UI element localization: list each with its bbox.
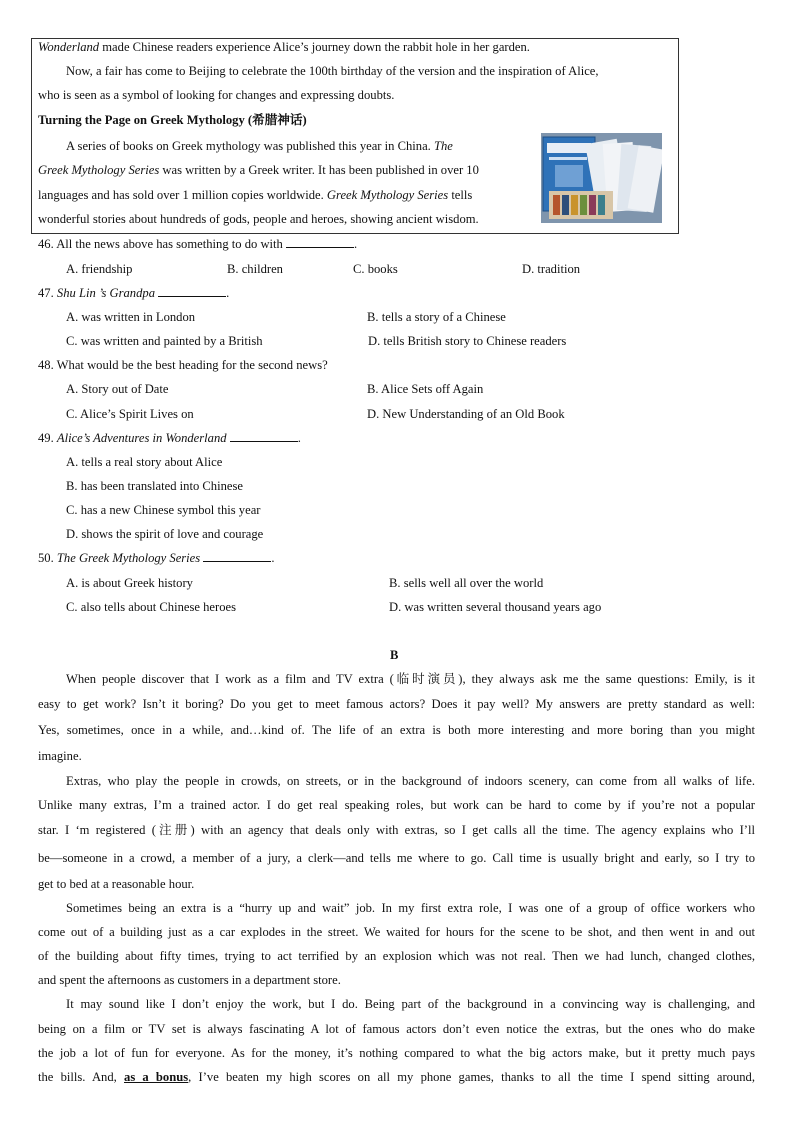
- option-46-c: C. books: [353, 262, 398, 276]
- book-title: Greek Mythology Series: [38, 163, 160, 177]
- news-heading: Turning the Page on Greek Mythology (希腊神话): [38, 113, 307, 127]
- passage-line: star. I ‘m registered (注册) with an agency that deals only with extras, so I get calls all the time. The agency explains who I’ll: [38, 823, 755, 837]
- passage-line: easy to get work? Isn’t it boring? Do you get to meet famous actors? Does it pay well? My answers are pretty standard as well:: [38, 697, 755, 711]
- passage-line: and spent the afternoons as customers in a department store.: [38, 973, 341, 987]
- question-49-number: 49.: [38, 431, 54, 445]
- underlined-phrase: as a bonus: [124, 1070, 189, 1084]
- option-47-b: B. tells a story of a Chinese: [367, 310, 506, 324]
- passage-line: the job a lot of fun for everyone. As for the money, it’s nothing compared to what the big actors make, but it pretty much pays: [38, 1046, 755, 1060]
- passage-text: the bills. And,: [38, 1070, 125, 1084]
- passage-line: Extras, who play the people in crowds, on streets, or in the background of indoors scenery, can come from all walks of life.: [66, 774, 755, 788]
- passage-line: Sometimes being an extra is a “hurry up and wait” job. In my first extra role, I was one of a group of office workers who: [66, 901, 755, 915]
- option-48-d: D. New Understanding of an Old Book: [367, 407, 565, 421]
- box-para-line-3: [38, 187, 472, 203]
- option-46-b: B. children: [227, 262, 283, 276]
- box-para-line-3-end: tells: [451, 188, 473, 202]
- box-para-line-2: [38, 162, 479, 178]
- book-series-illustration: [541, 133, 662, 223]
- option-48-c: C. Alice’s Spirit Lives on: [66, 407, 194, 421]
- book-title: The: [433, 139, 453, 153]
- question-49: [38, 430, 301, 446]
- passage-line: Yes, sometimes, once in a while, and…kind of. The life of an extra is both more interesting and more boring than you might: [38, 723, 755, 737]
- option-48-a: A. Story out of Date: [66, 382, 169, 396]
- box-line-3: who is seen as a symbol of looking for changes and expressing doubts.: [38, 88, 395, 102]
- option-49-a: A. tells a real story about Alice: [66, 455, 223, 469]
- option-47-c: C. was written and painted by a British: [66, 334, 263, 348]
- option-50-b: B. sells well all over the world: [389, 576, 544, 590]
- option-49-d: D. shows the spirit of love and courage: [66, 527, 264, 541]
- answer-blank: [230, 430, 298, 442]
- option-46-d: D. tradition: [522, 262, 581, 276]
- question-47-number: 47.: [38, 286, 54, 300]
- option-47-a: A. was written in London: [66, 310, 196, 324]
- question-47: [38, 285, 229, 301]
- passage-line: When people discover that I work as a film and TV extra (临时演员), they always ask me the same questions: Emily, is it: [66, 672, 755, 686]
- question-46: [38, 236, 357, 252]
- passage-line: being on a film or TV set is always fascinating A lot of famous actors don’t even notice the extras, but the ones who do make: [38, 1022, 755, 1036]
- box-para-line-2-text: was written by a Greek writer. It has been published in over 10: [162, 163, 479, 177]
- answer-blank: [286, 236, 354, 248]
- option-50-c: C. also tells about Chinese heroes: [66, 600, 236, 614]
- option-50-a: A. is about Greek history: [66, 576, 193, 590]
- question-50-number: 50.: [38, 551, 54, 565]
- option-49-c: C. has a new Chinese symbol this year: [66, 503, 261, 517]
- question-49-title: Alice’s Adventures in Wonderland: [56, 431, 227, 445]
- option-46-a: A. friendship: [66, 262, 133, 276]
- book-title: Greek Mythology Series: [326, 188, 449, 202]
- question-46-stem: 46. All the news above has something to do with: [38, 237, 283, 251]
- passage-line: of the building about fifty times, trying to act terrified by an explosion which was not real. Then we had lunch, changed clothes,: [38, 949, 755, 963]
- question-50: [38, 550, 275, 566]
- box-para-line-1-text: A series of books on Greek mythology was published this year in China.: [66, 139, 431, 153]
- option-49-b: B. has been translated into Chinese: [66, 479, 243, 493]
- box-para-line-1: [66, 138, 530, 154]
- book-title: Wonderland: [38, 40, 100, 54]
- box-para-line-3-text: languages and has sold over 1 million copies worldwide.: [38, 188, 324, 202]
- passage-line: be—someone in a crowd, a member of a jury, a clerk—and tells me where to go. Call time is usually bright and early, so I try to: [38, 851, 755, 865]
- book-series-photo: [541, 133, 662, 223]
- question-46-end: .: [354, 237, 358, 251]
- question-49-end: .: [297, 431, 301, 445]
- section-label: B: [390, 648, 399, 662]
- passage-line-last: [38, 1069, 755, 1085]
- passage-line: get to bed at a reasonable hour.: [38, 877, 195, 891]
- question-47-title: Shu Lin ’s Grandpa: [56, 286, 155, 300]
- passage-text: , I’ve beaten my high scores on all my phone games, thanks to all the time I spend sitting around,: [188, 1070, 755, 1084]
- question-50-title: The Greek Mythology Series: [56, 551, 201, 565]
- box-para-line-4: wonderful stories about hundreds of gods, people and heroes, showing ancient wisdom.: [38, 212, 479, 226]
- question-50-end: .: [271, 551, 275, 565]
- option-47-d: D. tells British story to Chinese readers: [368, 334, 567, 348]
- option-50-d: D. was written several thousand years ago: [389, 600, 602, 614]
- answer-blank: [158, 285, 226, 297]
- question-48: 48. What would be the best heading for the second news?: [38, 358, 328, 372]
- answer-blank: [203, 550, 271, 562]
- box-line-1: [38, 39, 530, 55]
- option-48-b: B. Alice Sets off Again: [367, 382, 484, 396]
- question-47-end: .: [226, 286, 230, 300]
- passage-line: come out of a building just as a car explodes in the street. We waited for hours for the scene to be shot, and then went in and out: [38, 925, 755, 939]
- box-line-2: Now, a fair has come to Beijing to celebrate the 100th birthday of the version and the inspiration of Alice,: [66, 64, 599, 78]
- passage-line: Unlike many extras, I’m a trained actor. I do get real speaking roles, but work can be hard to come by if you’re not a popular: [38, 798, 755, 812]
- passage-line: imagine.: [38, 749, 82, 763]
- box-line-1-text: made Chinese readers experience Alice’s journey down the rabbit hole in her garden.: [99, 40, 530, 54]
- passage-line: It may sound like I don’t enjoy the work, but I do. Being part of the background in a convincing way is challenging, and: [66, 997, 755, 1011]
